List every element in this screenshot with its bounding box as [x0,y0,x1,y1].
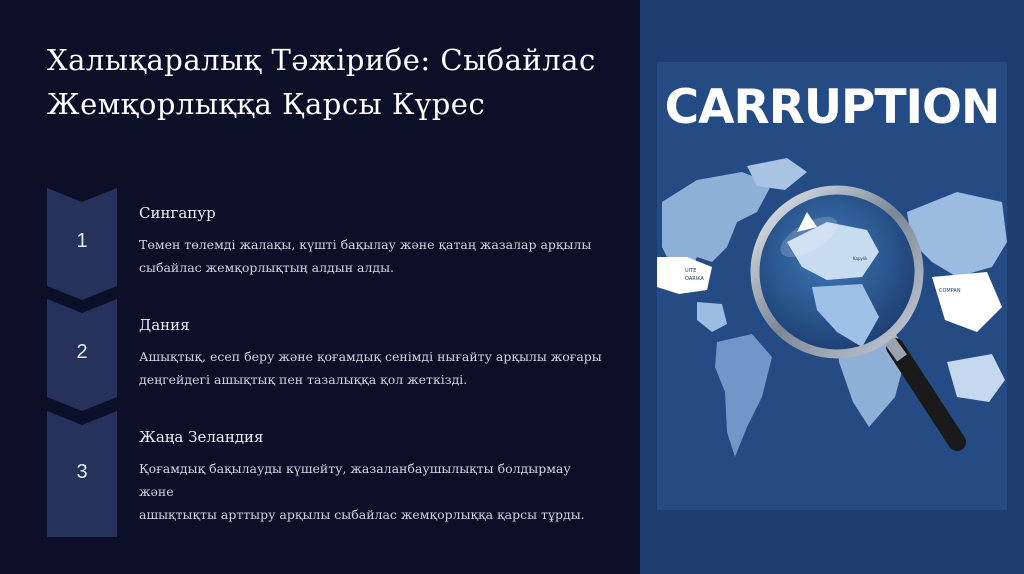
map-label-3: COMPAN [939,288,961,294]
map-label-2: OARIKA [685,276,704,282]
poster-title: CARRUPTION [664,80,1000,135]
item-text-1 [139,233,609,279]
item-text-2-line-1: Ашықтық, есеп беру және қоғамдық сенімді нығайту арқылы жоғары [139,349,602,364]
map-label-1: UITE [685,268,697,274]
item-text-2-line-2: деңгейдегі ашықтық пен тазалыққа қол жеткізді. [139,372,468,387]
item-text-1-line-1: Төмен төлемді жалақы, күшті бақылау және қатаң жазалар арқылы [139,237,592,252]
step-number-1: 1 [76,230,88,252]
item-text-3-line-2: ашықтықты арттыру арқылы сыбайлас жемқорлыққа қарсы тұрды. [139,507,585,522]
item-text-2 [139,345,609,391]
step-number-3: 3 [76,461,88,483]
item-heading-1: Сингапур [139,204,216,222]
world-map-magnifier-illustration [657,62,1007,510]
item-text-3-line-1: Қоғамдық бақылауды күшейту, жазаланбаушылықты болдырмау және [139,461,571,499]
item-text-3 [139,457,609,526]
image-panel [640,0,1024,574]
step-chevron-3 [47,411,117,537]
title-line-2: Жемқорлыққа Қарсы Күрес [47,87,486,121]
item-heading-2: Дания [139,316,190,334]
slide-title [47,38,617,126]
step-number-2: 2 [76,341,88,363]
item-heading-3: Жаңа Зеландия [139,428,264,446]
title-line-1: Халықаралық Тәжірибе: Сыбайлас [47,43,596,77]
step-chevron-2 [47,299,117,411]
item-text-1-line-2: сыбайлас жемқорлықтың алдын алды. [139,260,395,275]
map-label-4: Kapylik [853,256,868,261]
corruption-poster-image [657,62,1007,510]
step-chevron-1 [47,188,117,300]
